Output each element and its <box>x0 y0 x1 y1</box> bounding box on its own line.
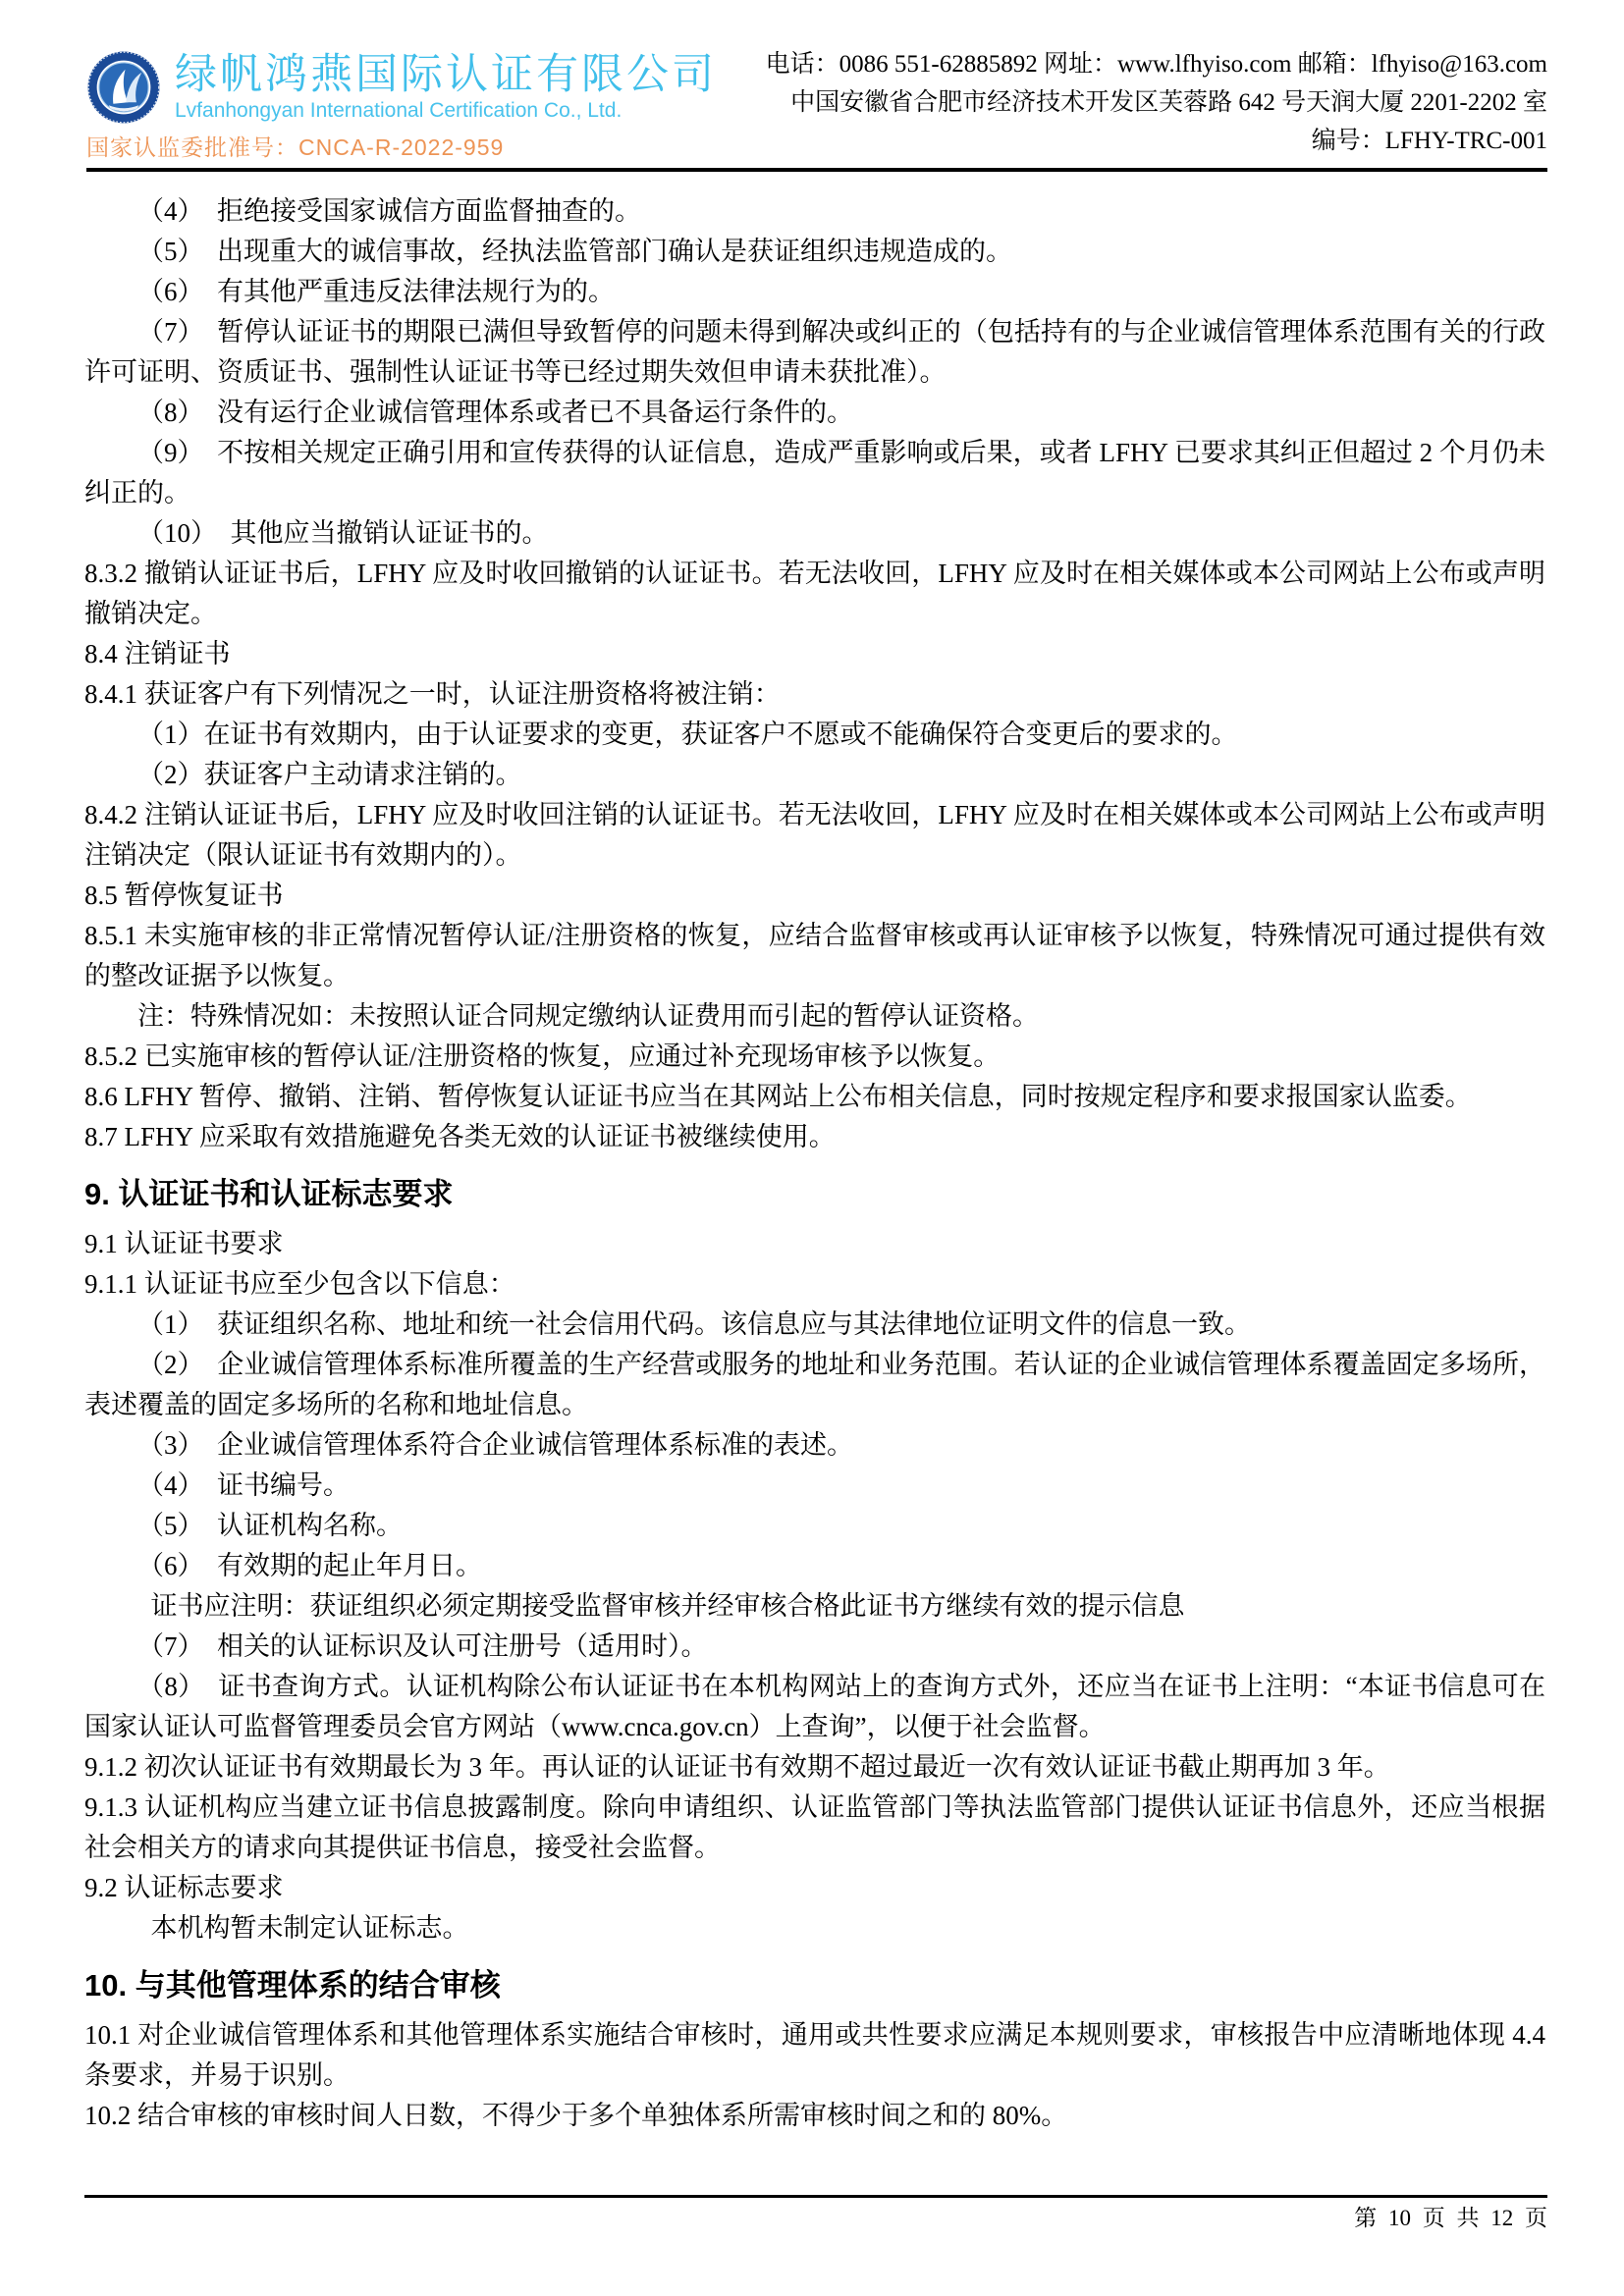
company-name-block <box>175 51 717 124</box>
paragraph: 9.1 认证证书要求 <box>84 1229 284 1258</box>
page-number: 第 10 页 共 12 页 <box>1354 2206 1547 2230</box>
page-footer <box>84 2195 1547 2233</box>
footer-divider <box>84 2195 1547 2198</box>
paragraph: 10.1 对企业诚信管理体系和其他管理体系实施结合审核时，通用或共性要求应满足本规则要求，审核报告中应清晰地体现 4.4 条要求，并易于识别。 <box>84 2020 1545 2090</box>
list-item: （3） 企业诚信管理体系符合企业诚信管理体系标准的表述。 <box>137 1430 853 1460</box>
list-item: （4） 证书编号。 <box>137 1470 350 1500</box>
list-item: （10） 其他应当撤销认证证书的。 <box>137 518 549 548</box>
list-item: （1） 获证组织名称、地址和统一社会信用代码。该信息应与其法律地位证明文件的信息一致。 <box>137 1309 1251 1339</box>
list-item: （7） 相关的认证标识及认可注册号（适用时）。 <box>137 1631 708 1661</box>
paragraph: 9.1.2 初次认证证书有效期最长为 3 年。再认证的认证证书有效期不超过最近一次有效认证证书截止期再加 3 年。 <box>84 1752 1390 1782</box>
header-right <box>766 45 1547 162</box>
paragraph: 8.6 LFHY 暂停、撤销、注销、暂停恢复认证证书应当在其网站上公布相关信息，同时按规定程序和要求报国家认监委。 <box>84 1082 1472 1111</box>
doc-number: 编号：LFHY-TRC-001 <box>1311 128 1547 154</box>
list-item: （2）获证客户主动请求注销的。 <box>137 760 522 789</box>
list-item: （5） 出现重大的诚信事故，经执法监管部门确认是获证组织违规造成的。 <box>137 237 1012 266</box>
list-item: （7） 暂停认证证书的期限已满但导致暂停的问题未得到解决或纠正的（包括持有的与企业诚信管理体系范围有关的行政许可证明、资质证书、强制性认证证书等已经过期失效但申请未获批准）。 <box>84 317 1545 387</box>
logo-row <box>86 50 717 125</box>
list-item: （5） 认证机构名称。 <box>137 1511 403 1540</box>
paragraph: 8.4.1 获证客户有下列情况之一时，认证注册资格将被注销： <box>84 679 781 709</box>
paragraph: 8.5 暂停恢复证书 <box>84 881 284 910</box>
paragraph: 8.4.2 注销认证证书后，LFHY 应及时收回注销的认证证书。若无法收回，LFHY 应及时在相关媒体或本公司网站上公布或声明注销决定（限认证证书有效期内的）。 <box>84 800 1545 870</box>
approval-number: 国家认监委批准号：CNCA-R-2022-959 <box>86 134 505 160</box>
header-left <box>86 50 717 162</box>
document-body <box>0 172 1624 2136</box>
list-item: （6） 有其他严重违反法律法规行为的。 <box>137 277 615 306</box>
address-line: 中国安徽省合肥市经济技术开发区芙蓉路 642 号天润大厦 2201-2202 室 <box>790 89 1547 116</box>
paragraph: 10.2 结合审核的审核时间人日数，不得少于多个单独体系所需审核时间之和的 80%。 <box>84 2101 1068 2130</box>
paragraph: 8.3.2 撤销认证证书后，LFHY 应及时收回撤销的认证证书。若无法收回，LFHY 应及时在相关媒体或本公司网站上公布或声明撤销决定。 <box>84 559 1545 628</box>
paragraph: 9.2 认证标志要求 <box>84 1873 284 1902</box>
page-header <box>0 0 1624 162</box>
paragraph: 8.5.1 未实施审核的非正常情况暂停认证/注册资格的恢复，应结合监督审核或再认证审核予以恢复，特殊情况可通过提供有效的整改证据予以恢复。 <box>84 921 1545 990</box>
list-item: （4） 拒绝接受国家诚信方面监督抽查的。 <box>137 196 641 226</box>
list-item: （8） 没有运行企业诚信管理体系或者已不具备运行条件的。 <box>137 398 853 427</box>
company-name-zh: 绿帆鸿燕国际认证有限公司 <box>175 51 717 98</box>
paragraph: 9.1.1 认证证书应至少包含以下信息： <box>84 1269 515 1299</box>
list-item: 注：特殊情况如：未按照认证合同规定缴纳认证费用而引起的暂停认证资格。 <box>137 1001 1039 1031</box>
list-item: （6） 有效期的起止年月日。 <box>137 1551 482 1580</box>
paragraph: 8.7 LFHY 应采取有效措施避免各类无效的认证证书被继续使用。 <box>84 1122 836 1151</box>
company-logo-icon <box>86 50 161 125</box>
paragraph: 8.4 注销证书 <box>84 639 231 668</box>
paragraph: 8.5.2 已实施审核的暂停认证/注册资格的恢复，应通过补充现场审核予以恢复。 <box>84 1041 1001 1071</box>
section-heading: 9. 认证证书和认证标志要求 <box>84 1177 454 1211</box>
section-heading: 10. 与其他管理体系的结合审核 <box>84 1968 501 2002</box>
paragraph: 证书应注明：获证组织必须定期接受监督审核并经审核合格此证书方继续有效的提示信息 <box>150 1591 1185 1621</box>
list-item: （9） 不按相关规定正确引用和宣传获得的认证信息，造成严重影响或后果，或者 LFHY 已要求其纠正但超过 2 个月仍未纠正的。 <box>84 438 1545 507</box>
list-item: （8） 证书查询方式。认证机构除公布认证证书在本机构网站上的查询方式外，还应当在证书上注明：“本证书信息可在国家认证认可监督管理委员会官方网站（www.cnca.gov.cn）上查询”，以便于社会监督。 <box>84 1672 1545 1741</box>
paragraph: 本机构暂未制定认证标志。 <box>150 1913 469 1943</box>
company-name-en: Lvfanhongyan International Certification Co., Ltd. <box>175 99 623 122</box>
paragraph: 9.1.3 认证机构应当建立证书信息披露制度。除向申请组织、认证监管部门等执法监管部门提供认证证书信息外，还应当根据社会相关方的请求向其提供证书信息，接受社会监督。 <box>84 1792 1545 1862</box>
list-item: （1）在证书有效期内，由于认证要求的变更，获证客户不愿或不能确保符合变更后的要求的。 <box>137 720 1238 749</box>
list-item: （2） 企业诚信管理体系标准所覆盖的生产经营或服务的地址和业务范围。若认证的企业诚信管理体系覆盖固定多场所，表述覆盖的固定多场所的名称和地址信息。 <box>84 1350 1545 1419</box>
contact-line: 电话：0086 551-62885892 网址：www.lfhyiso.com 邮箱：lfhyiso@163.com <box>765 51 1547 78</box>
